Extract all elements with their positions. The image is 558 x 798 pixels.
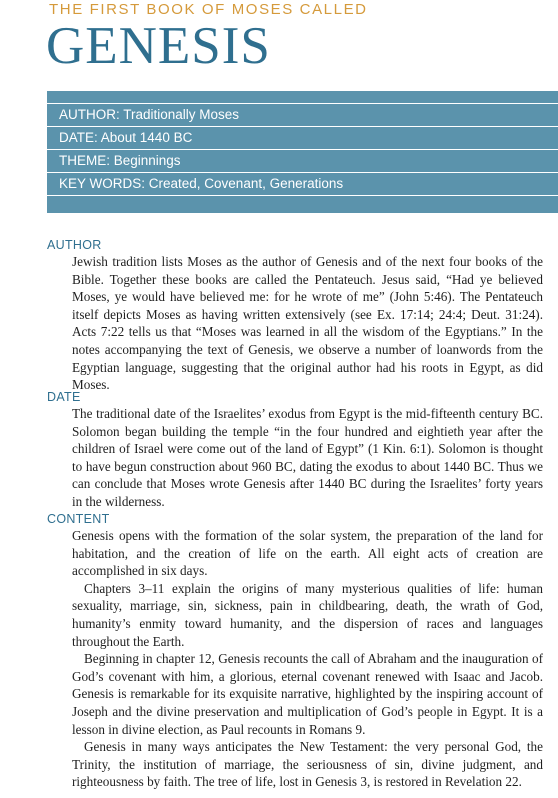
author-section	[47, 238, 543, 394]
author-paragraph: Jewish tradition lists Moses as the author of Genesis and of the next four books of the Bible. Together these books are called the Pentateuch. Jesus said, “Had ye believed Moses, ye would have believed me: for he wrote of me” (John 5:46). The Pentateuch itself depicts Moses as having written extensively (see Ex. 17:14; 24:4; Deut. 31:24). Acts 7:22 tells us that “Moses was learned in all the wisdom of the Egyptians.” In the notes accompanying the text of Genesis, we observe a number of loanwords from the Egyptian language, suggesting that the original author had his roots in Egypt, as did Moses.	[72, 254, 543, 393]
info-theme: THEME: Beginnings	[47, 149, 558, 172]
content-paragraph-3: Beginning in chapter 12, Genesis recounts the call of Abraham and the inauguration of God’s covenant with him, a glorious, eternal covenant renewed with Isaac and Jacob. Genesis is remarkable for its exquisite narrative, highlighted by the inspiring account of Joseph and the divine preservation and multiplication of God’s people in Egypt. It is a lesson in divine election, as Paul recounts in Romans 9.	[72, 651, 543, 737]
date-heading: DATE	[47, 390, 81, 404]
info-key-words: KEY WORDS: Created, Covenant, Generations	[47, 172, 558, 196]
author-heading: AUTHOR	[47, 238, 102, 252]
info-date: DATE: About 1440 BC	[47, 126, 558, 149]
content-section	[47, 512, 543, 791]
content-paragraph-4: Genesis in many ways anticipates the New Testament: the very personal God, the Trinity, the institution of marriage, the seriousness of sin, divine judgment, and righteousness by faith. The tree of life, lost in Genesis 3, is restored in Revelation 22.	[72, 739, 543, 790]
book-kicker: THE FIRST BOOK OF MOSES CALLED	[49, 1, 368, 18]
content-heading: CONTENT	[47, 512, 110, 526]
date-paragraph: The traditional date of the Israelites’ exodus from Egypt is the mid-fifteenth century BC. Solomon began building the temple “in the four hundred and eightieth year after the children of Israel were come out of the land of Egypt” (1 Kin. 6:1). Solomon is thought to have begun construction about 960 BC, dating the exodus to about 1440 BC. Thus we can conclude that Moses wrote Genesis after 1440 BC during the Israelites’ forty years in the wilderness.	[72, 406, 543, 509]
book-title: GENESIS	[46, 17, 271, 75]
content-paragraph-1: Genesis opens with the formation of the solar system, the preparation of the land for habitation, and the creation of life on the earth. All eight acts of creation are accomplished in six days.	[72, 528, 543, 579]
date-section	[47, 390, 543, 511]
info-box	[47, 91, 558, 213]
content-paragraph-2: Chapters 3–11 explain the origins of many mysterious qualities of life: human sexuality, marriage, sin, sickness, pain in childbearing, death, the wrath of God, humanity’s enmity toward humanity, and the dispersion of races and languages throughout the Earth.	[72, 580, 543, 649]
info-author: AUTHOR: Traditionally Moses	[47, 103, 558, 126]
